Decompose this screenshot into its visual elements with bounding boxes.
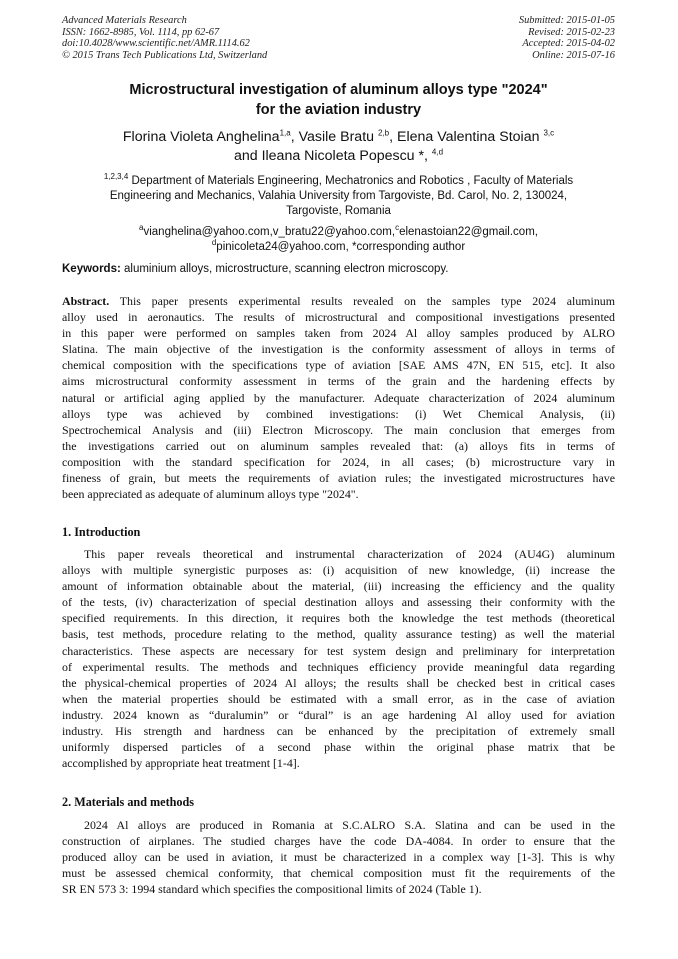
journal-header-left [62,15,267,61]
doi-line: doi:10.4028/www.scientific.net/AMR.1114.62 [62,38,250,50]
materials-line: 2024 Al alloys are produced in Romania at S.C.ALRO S.A. Slatina and can be used in the [84,818,615,832]
intro-line: of experimental results. The methods and techniques efficiency provide meaningful data regarding [62,659,615,674]
author-3-name: , Elena Valentina Stoian [389,129,544,145]
introduction-paragraph [62,546,615,771]
title-line-2: for the aviation industry [255,102,422,118]
affiliation-sup: 1,2,3,4 [103,172,129,182]
abstract-line: alloys type was achieved by combined investigations: (i) Wet Chemical Analysis, (ii) [62,406,615,421]
emails-line-1: $^a$vianghelina@yahoo.com,v_bratu22@yahoo.com,$^c$elenastoian22@gmail.com, [139,223,538,238]
intro-line: industry. 2024 known as “duralumin” or “dural” is an age hardening Al alloy used for aviation [62,707,615,722]
intro-line: This paper reveals theoretical and instrumental characterization of 2024 (AU4G) aluminum [84,547,615,561]
submitted-date: Submitted: 2015-01-05 [518,15,615,26]
materials-paragraph [62,817,615,897]
abstract-line: Spectrochemical Analysis and (iii) Electron Microscopy. The main conclusion that emerges from [62,422,615,437]
keywords-label: Keywords: [62,263,121,275]
author-1-sup: 1,a [279,128,291,138]
keywords [62,262,615,277]
title-line-1: Microstructural investigation of aluminum alloys type "2024" [129,82,548,98]
abstract-line: been appreciated as adequate of aluminum alloys type "2024". [62,487,359,502]
intro-line: the physical-chemical properties of 2024 Al alloys; the results shall be checked best in critical cases [62,675,615,690]
email-d: pinicoleta24@yahoo.com, *corresponding author [216,241,466,253]
authors-line-1 [62,128,615,147]
author-list [62,128,615,166]
intro-line: uniformly dispersed particles of a second phase within the original phase matrix that be [62,740,615,755]
abstract-paragraph [62,293,615,502]
author-4-sup: 4,d [431,147,444,157]
abstract-line: the investigations carried out on aluminum samples revealed that: (a) alloys fits in terms of [62,438,615,453]
abstract-line: Abstract. This paper presents experimental results revealed on the samples type 2024 aluminum [62,294,615,308]
intro-line: accomplished by appropriate heat treatment [1-4]. [62,756,300,771]
abstract-line: in this paper were performed on samples taken from 2024 Al alloy samples produced by ALRO [62,326,615,341]
abstract-line: chemical composition with the specifications type of aviation [SAE AMS 47N, EN 515, etc]. It also [62,358,615,373]
journal-name: Advanced Materials Research [62,15,187,26]
materials-line: construction of airplanes. The studied charges have the code DA-4084. In order to ensure that the [62,834,615,849]
author-1-name: Florina Violeta Anghelina [122,129,280,145]
author-emails [62,225,615,255]
intro-line: when the material properties should be estimated with a small error, as in the case of aviation [62,691,615,706]
abstract-label: Abstract. [62,294,110,308]
abstract-line: fineness of grain, but meets the requirements of aviation rules; the investigated microstructures have [62,471,615,486]
issn-line: ISSN: 1662-8985, Vol. 1114, pp 62-67 [62,26,220,38]
materials-line: must be assessed chemical conformity, that chemical composition must fit the requirements of the [62,866,615,881]
section-heading-introduction: 1. Introduction [62,525,141,539]
abstract-line: aims microstructural conformity assessment in terms of the grain and the hardening effects by [62,374,615,389]
intro-line: specified requirements. In this direction, it requires both the knowledge the test methods (theoretical [62,611,615,626]
intro-line: of the tests, (iv) characterization of special destination alloys and assessing their conformity with the [62,595,615,610]
author-3-sup: 3,c [543,128,555,138]
authors-line-2 [62,147,615,166]
intro-line: alloys with multiple synergistic purposes as: (i) acquisition of new knowledge, (ii) increase the [62,563,615,578]
online-date: Online: 2015-07-16 [532,49,615,61]
affiliation [62,174,615,219]
intro-line: characteristics. These aspects are necessary for test system design and preliminary for interpretation [62,643,615,658]
revised-date: Revised: 2015-02-23 [528,26,615,38]
accepted-date: Accepted: 2015-04-02 [522,38,615,50]
intro-line: amount of information obtainable about the material, (iii) increasing the efficiency and the quality [62,579,615,594]
affiliation-line-1: $^{1,2,3,4}$ Department of Materials Engineering, Mechatronics and Robotics , Faculty of Materials [103,172,574,187]
intro-line: industry. His strength and hardness can be enhanced by the precipitation of extremely small [62,724,615,739]
materials-line: SR EN 573 3: 1994 standard which specifies the compositional limits of 2024 (Table 1). [62,882,482,897]
abstract-line: composition with the standard specification for 2024, in all cases; (b) microstructure vary in [62,454,615,469]
affiliation-line-2: Engineering and Mechanics, Valahia University from Targoviste, Bd. Carol, No. 2, 130024, [109,190,568,202]
abstract-line: alloy used in aeronautics. The results of microstructural and compositional investigations presented [62,310,615,325]
author-4-name: and Ileana Nicoleta Popescu *, [233,148,432,164]
email-c: elenastoian22@gmail.com, [399,226,538,238]
keywords-text: aluminium alloys, microstructure, scanning electron microscopy. [120,263,449,275]
affiliation-line-3: Targoviste, Romania [286,205,391,217]
abstract-line: Slatina. The main objective of the investigation is the conformity assessment of alloys in terms of [62,342,615,357]
email-b: v_bratu22@yahoo.com, [272,226,396,238]
email-a: vianghelina@yahoo.com, [143,226,273,238]
author-2-sup: 2,b [377,128,390,138]
intro-line: basis, test methods, procedure relating to the method, quality assurance testing) as well the material [62,627,615,642]
section-heading-materials: 2. Materials and methods [62,795,195,809]
author-2-name: , Vasile Bratu [290,129,378,145]
paper-title [62,80,615,120]
journal-header-right [519,15,615,61]
abstract-line: natural or artificial aging applied by the manufacturer. Adequate characterization of 2024 aluminum [62,390,615,405]
copyright-line: © 2015 Trans Tech Publications Ltd, Switzerland [62,49,268,61]
materials-line: produced alloy can be used in aviation, it must be characterized in a complex way [1-3]. This is why [62,850,615,865]
emails-line-2: $^d$pinicoleta24@yahoo.com, *corresponding author [211,238,466,253]
